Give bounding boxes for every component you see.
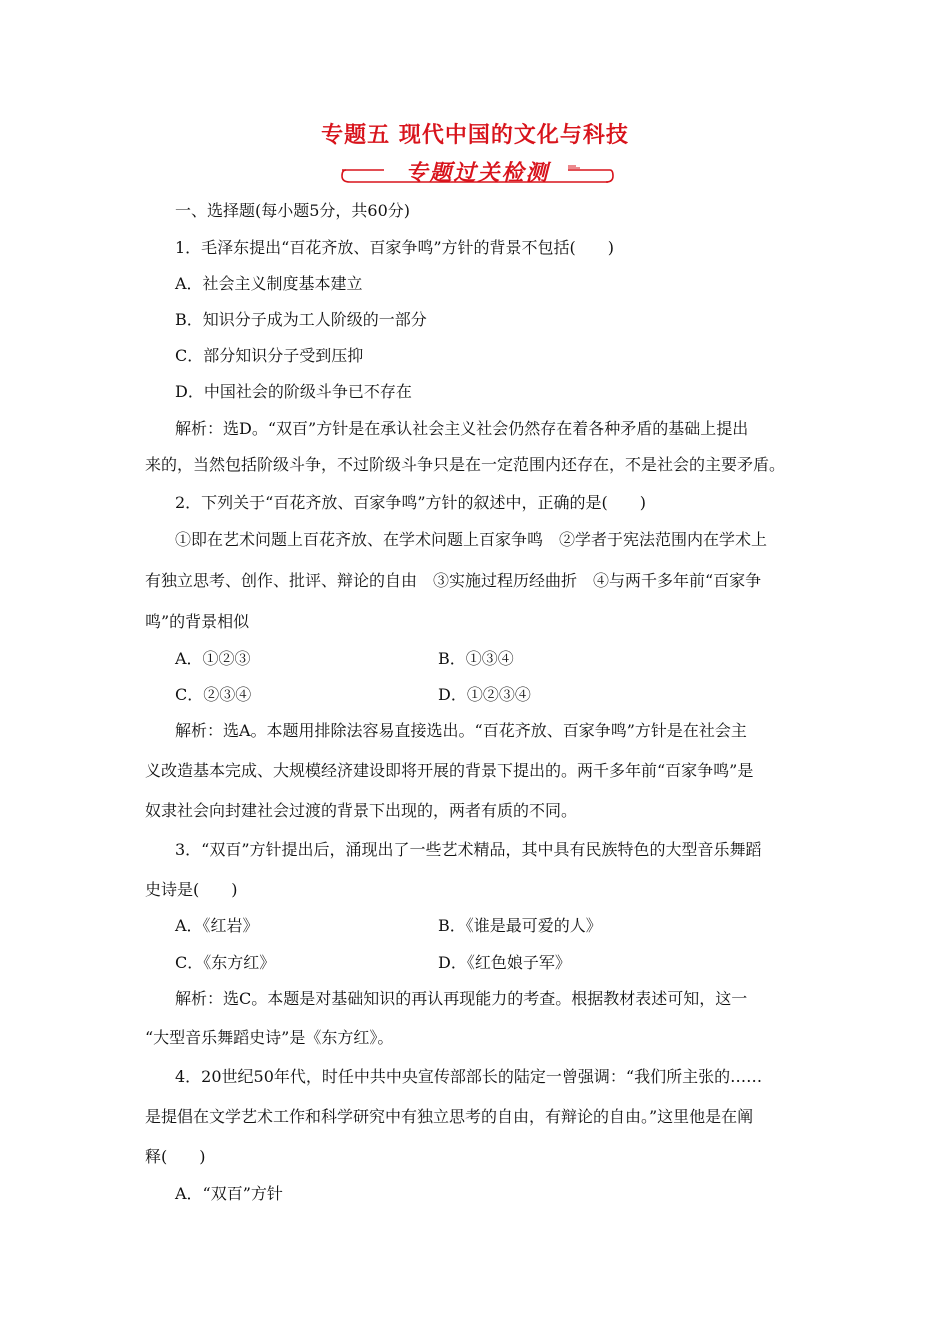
q3-analysis-line1: 解析：选C。本题是对基础知识的再认再现能力的考查。根据教材表述可知，这一 [175, 989, 748, 1008]
q3-option-d: D．《红色娘子军》 [438, 953, 571, 972]
q3-option-a: A．《红岩》 [175, 916, 259, 935]
q1-option-a: A．社会主义制度基本建立 [175, 274, 363, 293]
q2-analysis-line1: 解析：选A。本题用排除法容易直接选出。“百花齐放、百家争鸣”方针是在社会主 [175, 721, 747, 740]
q2-option-a: A．①②③ [175, 649, 251, 668]
q1-option-b: B．知识分子成为工人阶级的一部分 [175, 310, 427, 329]
q3-stem-line2: 史诗是( ) [145, 880, 238, 899]
q4-stem-line1: 4．20世纪50年代，时任中共中央宣传部部长的陆定一曾强调：“我们所主张的…… [175, 1067, 763, 1086]
q2-statements-line3: 鸣”的背景相似 [145, 612, 250, 631]
q2-stem: 2．下列关于“百花齐放、百家争鸣”方针的叙述中，正确的是( ) [175, 493, 647, 512]
q2-statements-line1: ①即在艺术问题上百花齐放、在学术问题上百家争鸣 ②学者于宪法范围内在学术上 [175, 530, 768, 549]
section-banner [340, 150, 615, 190]
q3-option-b: B．《谁是最可爱的人》 [438, 916, 602, 935]
q1-option-c: C．部分知识分子受到压抑 [175, 346, 364, 365]
q2-option-b: B．①③④ [438, 649, 514, 668]
q3-option-c: C．《东方红》 [175, 953, 276, 972]
section-heading: 一、选择题(每小题5分，共60分) [175, 201, 411, 220]
q4-stem-line2: 是提倡在文学艺术工作和科学研究中有独立思考的自由，有辩论的自由。”这里他是在阐 [145, 1107, 754, 1126]
q1-analysis-line1: 解析：选D。“双百”方针是在承认社会主义社会仍然存在着各种矛盾的基础上提出 [175, 419, 749, 438]
q1-analysis-line2: 来的，当然包括阶级斗争，不过阶级斗争只是在一定范围内还存在，不是社会的主要矛盾。 [145, 455, 786, 474]
q3-stem-line1: 3．“双百”方针提出后，涌现出了一些艺术精品，其中具有民族特色的大型音乐舞蹈 [175, 840, 762, 859]
q4-option-a: A．“双百”方针 [175, 1184, 283, 1203]
q2-option-d: D．①②③④ [438, 685, 531, 704]
q2-analysis-line3: 奴隶社会向封建社会过渡的背景下出现的，两者有质的不同。 [145, 801, 578, 820]
q1-option-d: D．中国社会的阶级斗争已不存在 [175, 382, 412, 401]
q2-option-c: C．②③④ [175, 685, 252, 704]
q3-analysis-line2: “大型音乐舞蹈史诗”是《东方红》。 [145, 1028, 394, 1047]
page-title: 专题五 现代中国的文化与科技 [321, 123, 629, 148]
banner-title: 专题过关检测 [405, 161, 550, 186]
q2-statements-line2: 有独立思考、创作、批评、辩论的自由 ③实施过程历经曲折 ④与两千多年前“百家争 [145, 571, 762, 590]
q2-analysis-line2: 义改造基本完成、大规模经济建设即将开展的背景下提出的。两千多年前“百家争鸣”是 [145, 761, 754, 780]
q4-stem-line3: 释( ) [145, 1147, 206, 1166]
q1-stem: 1．毛泽东提出“百花齐放、百家争鸣”方针的背景不包括( ) [175, 238, 615, 257]
